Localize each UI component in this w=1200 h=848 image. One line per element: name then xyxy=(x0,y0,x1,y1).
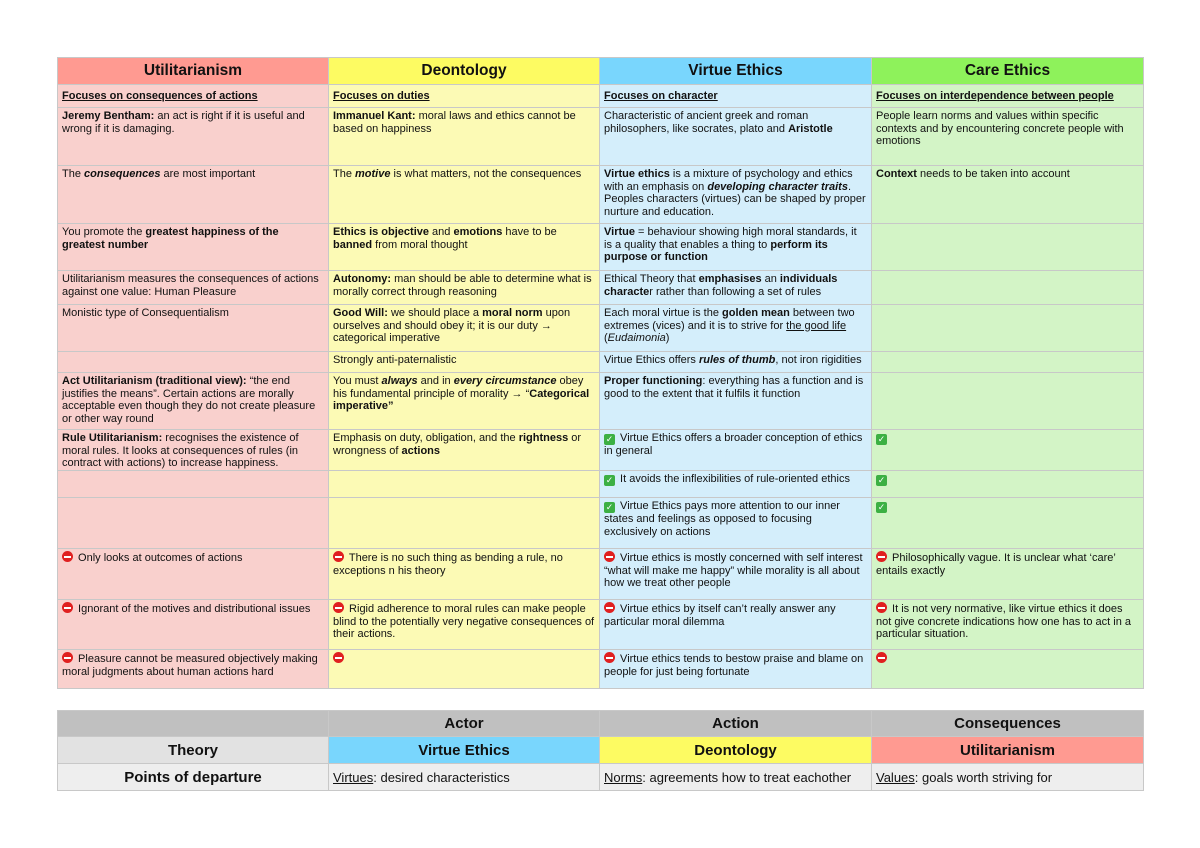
departure-key: Values xyxy=(876,769,915,785)
no-entry-icon xyxy=(333,551,344,562)
virtue-ethics-cell: ✓ Virtue Ethics pays more attention to our inner states and feelings as opposed to focusing exclusively on actions xyxy=(600,498,872,549)
care-ethics-cell: People learn norms and values within specific contexts and by encountering concrete people with emotions xyxy=(872,108,1144,166)
no-entry-icon xyxy=(604,551,615,562)
utilitarianism-cell xyxy=(58,471,329,498)
no-entry-icon xyxy=(876,652,887,663)
virtue-ethics-cell: ✓ It avoids the inflexibilities of rule-oriented ethics xyxy=(600,471,872,498)
check-icon: ✓ xyxy=(605,502,614,512)
table-row xyxy=(58,600,1144,650)
deontology-cell: Good Will: we should place a moral norm upon ourselves and should obey it; it is our duty → categorical imperative xyxy=(329,305,600,352)
care-ethics-cell xyxy=(872,373,1144,430)
utilitarianism-cell: Ignorant of the motives and distributional issues xyxy=(58,600,329,650)
no-entry-icon xyxy=(62,602,73,613)
column-header-utilitarianism: Utilitarianism xyxy=(58,58,329,85)
virtue-ethics-cell: Ethical Theory that emphasises an individuals character rather than following a set of rules xyxy=(600,271,872,305)
column-header-deontology: Deontology xyxy=(329,58,600,85)
utilitarianism-cell: Act Utilitarianism (traditional view): “the end justifies the means”. Certain actions are morally acceptable even though they do not create pleasure or other way round xyxy=(58,373,329,430)
no-entry-icon xyxy=(333,602,344,613)
care-ethics-cell xyxy=(872,224,1144,271)
deontology-cell: There is no such thing as bending a rule, no exceptions n his theory xyxy=(329,549,600,600)
utilitarianism-cell: Jeremy Bentham: an act is right if it is useful and wrong if it is damaging. xyxy=(58,108,329,166)
summary-theory-row xyxy=(58,737,1144,764)
table-row xyxy=(58,224,1144,271)
summary-theory-utilitarianism: Utilitarianism xyxy=(872,737,1144,764)
virtue-ethics-cell: ✓ Virtue Ethics offers a broader conception of ethics in general xyxy=(600,430,872,471)
summary-departure-label: Points of departure xyxy=(58,764,329,791)
deontology-cell xyxy=(329,471,600,498)
table-row xyxy=(58,471,1144,498)
deontology-cell: Immanuel Kant: moral laws and ethics cannot be based on happiness xyxy=(329,108,600,166)
virtue-ethics-cell: Proper functioning: everything has a function and is good to the extent that it fulfils it function xyxy=(600,373,872,430)
care-ethics-cell xyxy=(872,471,1144,498)
care-ethics-cell xyxy=(872,352,1144,373)
deontology-cell: Autonomy: man should be able to determine what is morally correct through reasoning xyxy=(329,271,600,305)
departure-key: Norms xyxy=(604,769,643,785)
check-icon: ✓ xyxy=(605,434,614,444)
no-entry-icon xyxy=(62,551,73,562)
deontology-cell: Ethics is objective and emotions have to be banned from moral thought xyxy=(329,224,600,271)
virtue-ethics-cell: Each moral virtue is the golden mean between two extremes (vices) and it is to strive for the good life (Eudaimonia) xyxy=(600,305,872,352)
deontology-cell xyxy=(329,650,600,689)
summary-theory-virtue-ethics: Virtue Ethics xyxy=(329,737,600,764)
focus-deontology: Focuses on duties xyxy=(329,85,600,108)
utilitarianism-cell xyxy=(58,352,329,373)
table-row xyxy=(58,373,1144,430)
virtue-ethics-cell: Virtue ethics is a mixture of psychology and ethics with an emphasis on developing character traits. Peoples characters (virtues) can be shaped by proper nurture and education. xyxy=(600,166,872,224)
no-entry-icon xyxy=(333,652,344,663)
deontology-cell: Strongly anti-paternalistic xyxy=(329,352,600,373)
utilitarianism-cell: The consequences are most important xyxy=(58,166,329,224)
no-entry-icon xyxy=(876,551,887,562)
no-entry-icon xyxy=(876,602,887,613)
deontology-cell: The motive is what matters, not the consequences xyxy=(329,166,600,224)
utilitarianism-cell: Monistic type of Consequentialism xyxy=(58,305,329,352)
summary-departure-cell xyxy=(872,764,1144,791)
summary-header-actor: Actor xyxy=(329,711,600,737)
care-ethics-cell xyxy=(872,430,1144,471)
virtue-ethics-cell: Virtue ethics tends to bestow praise and blame on people for just being fortunate xyxy=(600,650,872,689)
summary-departure-cell xyxy=(600,764,872,791)
utilitarianism-cell: Only looks at outcomes of actions xyxy=(58,549,329,600)
check-icon: ✓ xyxy=(605,475,614,485)
focus-care-ethics: Focuses on interdependence between people xyxy=(872,85,1144,108)
table-row xyxy=(58,650,1144,689)
care-ethics-cell xyxy=(872,498,1144,549)
deontology-cell xyxy=(329,498,600,549)
no-entry-icon xyxy=(604,652,615,663)
utilitarianism-cell: You promote the greatest happiness of the greatest number xyxy=(58,224,329,271)
summary-table xyxy=(57,710,1144,791)
summary-departure-row xyxy=(58,764,1144,791)
table-row xyxy=(58,430,1144,471)
table-row xyxy=(58,549,1144,600)
focus-virtue-ethics: Focuses on character xyxy=(600,85,872,108)
summary-header-action: Action xyxy=(600,711,872,737)
departure-text: : agreements how to treat eachother xyxy=(642,769,852,785)
care-ethics-cell xyxy=(872,305,1144,352)
summary-header-consequences: Consequences xyxy=(872,711,1144,737)
virtue-ethics-cell: Virtue ethics is mostly concerned with self interest “what will make me happy” while morality is all about how we treat other people xyxy=(600,549,872,600)
column-header-virtue-ethics: Virtue Ethics xyxy=(600,58,872,85)
ethics-comparison-table xyxy=(57,57,1144,689)
summary-theory-deontology: Deontology xyxy=(600,737,872,764)
summary-header-row xyxy=(58,711,1144,737)
deontology-cell: You must always and in every circumstance obey his fundamental principle of morality → “Categorical imperative” xyxy=(329,373,600,430)
table-row xyxy=(58,498,1144,549)
check-icon: ✓ xyxy=(877,434,886,444)
check-icon: ✓ xyxy=(877,475,886,485)
care-ethics-cell: Context needs to be taken into account xyxy=(872,166,1144,224)
virtue-ethics-cell: Virtue = behaviour showing high moral standards, it is a quality that enables a thing to perform its purpose or function xyxy=(600,224,872,271)
utilitarianism-cell: Pleasure cannot be measured objectively making moral judgments about human actions hard xyxy=(58,650,329,689)
check-icon: ✓ xyxy=(877,502,886,512)
departure-text: : desired characteristics xyxy=(373,769,510,785)
table-row xyxy=(58,352,1144,373)
departure-key: Virtues xyxy=(333,769,374,785)
table-row xyxy=(58,305,1144,352)
table-row xyxy=(58,271,1144,305)
column-header-care-ethics: Care Ethics xyxy=(872,58,1144,85)
no-entry-icon xyxy=(62,652,73,663)
virtue-ethics-cell: Characteristic of ancient greek and roman philosophers, like socrates, plato and Aristotle xyxy=(600,108,872,166)
header-row xyxy=(58,58,1144,85)
virtue-ethics-cell: Virtue Ethics offers rules of thumb, not iron rigidities xyxy=(600,352,872,373)
utilitarianism-cell: Rule Utilitarianism: recognises the existence of moral rules. It looks at consequences of rules (in contract with actions) to increase happiness. xyxy=(58,430,329,471)
deontology-cell: Rigid adherence to moral rules can make people blind to the potentially very negative consequences of their actions. xyxy=(329,600,600,650)
focus-row xyxy=(58,85,1144,108)
departure-text: : goals worth striving for xyxy=(914,769,1053,785)
table-row xyxy=(58,166,1144,224)
summary-theory-label: Theory xyxy=(58,737,329,764)
no-entry-icon xyxy=(604,602,615,613)
utilitarianism-cell xyxy=(58,498,329,549)
summary-departure-cell xyxy=(329,764,600,791)
focus-utilitarianism: Focuses on consequences of actions xyxy=(58,85,329,108)
deontology-cell: Emphasis on duty, obligation, and the rightness or wrongness of actions xyxy=(329,430,600,471)
care-ethics-cell xyxy=(872,650,1144,689)
virtue-ethics-cell: Virtue ethics by itself can’t really answer any particular moral dilemma xyxy=(600,600,872,650)
care-ethics-cell: It is not very normative, like virtue ethics it does not give concrete indications how one has to act in a particular situation. xyxy=(872,600,1144,650)
utilitarianism-cell: Utilitarianism measures the consequences of actions against one value: Human Pleasure xyxy=(58,271,329,305)
summary-header-cell xyxy=(58,711,329,737)
care-ethics-cell xyxy=(872,271,1144,305)
table-row xyxy=(58,108,1144,166)
care-ethics-cell: Philosophically vague. It is unclear what ‘care’ entails exactly xyxy=(872,549,1144,600)
